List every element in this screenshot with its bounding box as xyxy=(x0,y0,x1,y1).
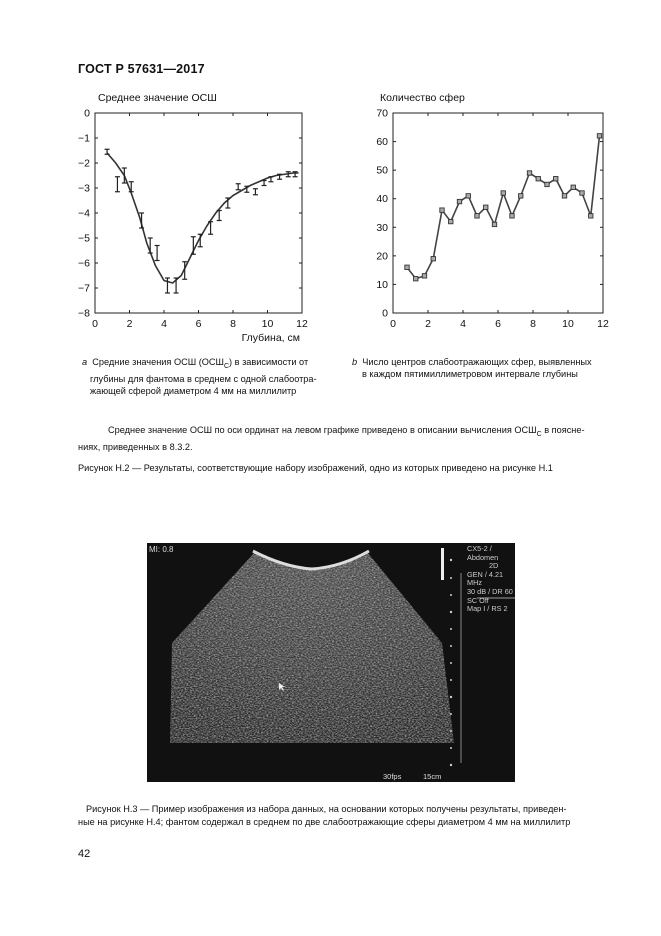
x-tick-label: 12 xyxy=(296,318,308,330)
x-tick-label: 4 xyxy=(161,318,167,330)
error-bar xyxy=(155,246,160,261)
data-point xyxy=(414,277,418,281)
x-tick-label: 6 xyxy=(195,318,202,330)
y-tick-label: −7 xyxy=(78,282,90,295)
data-point xyxy=(589,214,593,218)
data-point xyxy=(422,274,426,278)
y-tick-label: 40 xyxy=(376,193,388,206)
paragraph-sub: C xyxy=(536,430,542,438)
x-tick-label: 10 xyxy=(261,318,274,330)
snr-curve xyxy=(107,153,298,283)
page-number: 42 xyxy=(78,848,91,860)
data-point xyxy=(527,171,531,175)
left-chart-title: Среднее значение ОСШ xyxy=(98,92,217,104)
data-point xyxy=(597,134,601,138)
data-point xyxy=(457,199,461,203)
explanation-paragraph xyxy=(78,424,598,454)
plot-frame xyxy=(95,113,302,313)
mechanical-index: MI: 0.8 xyxy=(149,545,174,554)
caption-a xyxy=(80,356,320,397)
caption-a-sub: C xyxy=(223,362,230,370)
data-point xyxy=(501,191,505,195)
scan-parameter-line: Map I / RS 2 xyxy=(467,604,508,614)
error-bar xyxy=(191,237,196,255)
y-tick-label: 10 xyxy=(376,278,388,291)
data-point xyxy=(519,194,523,198)
ultrasound-scan xyxy=(147,543,515,782)
caption-b xyxy=(352,356,622,380)
caption-b-letter: b xyxy=(352,357,358,367)
x-tick-label: 10 xyxy=(562,318,574,330)
error-bar xyxy=(115,177,120,192)
paragraph-line1-end: в поясне- xyxy=(541,425,585,435)
frame-rate: 30fps xyxy=(383,772,402,781)
data-point xyxy=(554,177,558,181)
paragraph-line1: Среднее значение ОСШ по оси ординат на левом графике приведено в описании вычисления ОСШ xyxy=(108,425,537,435)
figure-h3-caption xyxy=(78,803,570,828)
y-tick-label: 70 xyxy=(376,107,388,120)
scan-parameter-line: SC Off xyxy=(467,595,489,605)
y-tick-label: −4 xyxy=(78,207,90,220)
data-point xyxy=(449,219,453,223)
x-tick-label: 8 xyxy=(530,318,536,330)
x-tick-label: 0 xyxy=(390,318,396,330)
x-tick-label: 6 xyxy=(495,318,501,330)
caption-a-line1-end: ) в зависимости от xyxy=(229,357,309,367)
caption-a-line2: глубины для фантома в среднем с одной слабоотра- xyxy=(90,373,317,384)
y-tick-label: 0 xyxy=(84,107,90,120)
y-tick-label: −2 xyxy=(78,157,90,170)
caption-b-line1: Число центров слабоотражающих сфер, выявленных xyxy=(362,357,592,367)
y-tick-label: 50 xyxy=(376,164,388,177)
y-tick-label: 60 xyxy=(376,136,388,149)
data-point xyxy=(536,177,540,181)
data-point xyxy=(405,265,409,269)
scan-parameters xyxy=(467,545,515,614)
figure-h3-caption-line1: Рисунок Н.3 — Пример изображения из набора данных, на основании которых получены результаты, приведен- xyxy=(86,804,567,814)
caption-a-letter: a xyxy=(82,357,88,367)
y-tick-label: 30 xyxy=(376,221,388,234)
right-chart-title: Количество сфер xyxy=(380,92,465,104)
x-tick-label: 4 xyxy=(460,318,466,330)
ultrasound-image xyxy=(147,543,515,782)
paragraph-line2: ниях, приведенных в 8.3.2. xyxy=(78,442,193,453)
data-point xyxy=(440,208,444,212)
y-tick-label: −6 xyxy=(78,257,90,270)
error-bar xyxy=(253,189,258,195)
data-point xyxy=(484,205,488,209)
caption-b-line2: в каждом пятимиллиметровом интервале глубины xyxy=(362,369,578,379)
error-bar xyxy=(262,181,267,186)
scan-parameter-line: GEN / 4.21 MHz xyxy=(467,569,504,588)
data-point xyxy=(466,194,470,198)
data-point xyxy=(571,185,575,189)
error-bar xyxy=(236,184,241,190)
scan-parameter-line: 2D xyxy=(489,561,499,571)
data-point xyxy=(545,182,549,186)
data-point xyxy=(580,191,584,195)
x-tick-label: 8 xyxy=(230,318,236,330)
data-point xyxy=(492,222,496,226)
left-chart xyxy=(70,105,320,345)
figure-h2-caption: Рисунок Н.2 — Результаты, соответствующие набору изображений, одно из которых приведено на рисунке Н.1 xyxy=(78,463,553,473)
y-tick-label: 20 xyxy=(376,250,388,263)
y-tick-label: −1 xyxy=(78,132,90,145)
y-tick-label: −5 xyxy=(78,232,90,245)
x-tick-label: 2 xyxy=(425,318,431,330)
x-tick-label: 0 xyxy=(92,318,98,330)
data-point xyxy=(475,214,479,218)
data-point xyxy=(510,214,514,218)
data-point xyxy=(431,257,435,261)
x-tick-label: 2 xyxy=(126,318,133,330)
y-tick-label: −8 xyxy=(78,307,90,320)
error-bar xyxy=(174,278,179,293)
caption-a-line3: жающей сферой диаметром 4 мм на миллилитр xyxy=(90,385,297,396)
y-tick-label: −3 xyxy=(78,182,90,195)
scan-depth: 15cm xyxy=(423,772,442,781)
scan-parameter-line: CX5-2 / Abdomen xyxy=(467,544,499,562)
document-header: ГОСТ Р 57631—2017 xyxy=(78,62,205,76)
scan-parameter-line: 30 dB / DR 60 xyxy=(467,586,513,596)
caption-a-line1: Средние значения ОСШ (ОСШ xyxy=(92,357,224,367)
error-bar xyxy=(105,149,110,154)
data-point xyxy=(562,194,566,198)
x-axis-label: Глубина, см xyxy=(241,332,300,344)
right-chart xyxy=(355,105,615,345)
y-tick-label: 0 xyxy=(382,307,388,320)
figure-h3-caption-line2: ные на рисунке Н.4; фантом содержал в среднем по две слабоотражающие сферы диаметром 4 мм на миллилитр xyxy=(78,816,571,827)
x-tick-label: 12 xyxy=(597,318,609,330)
